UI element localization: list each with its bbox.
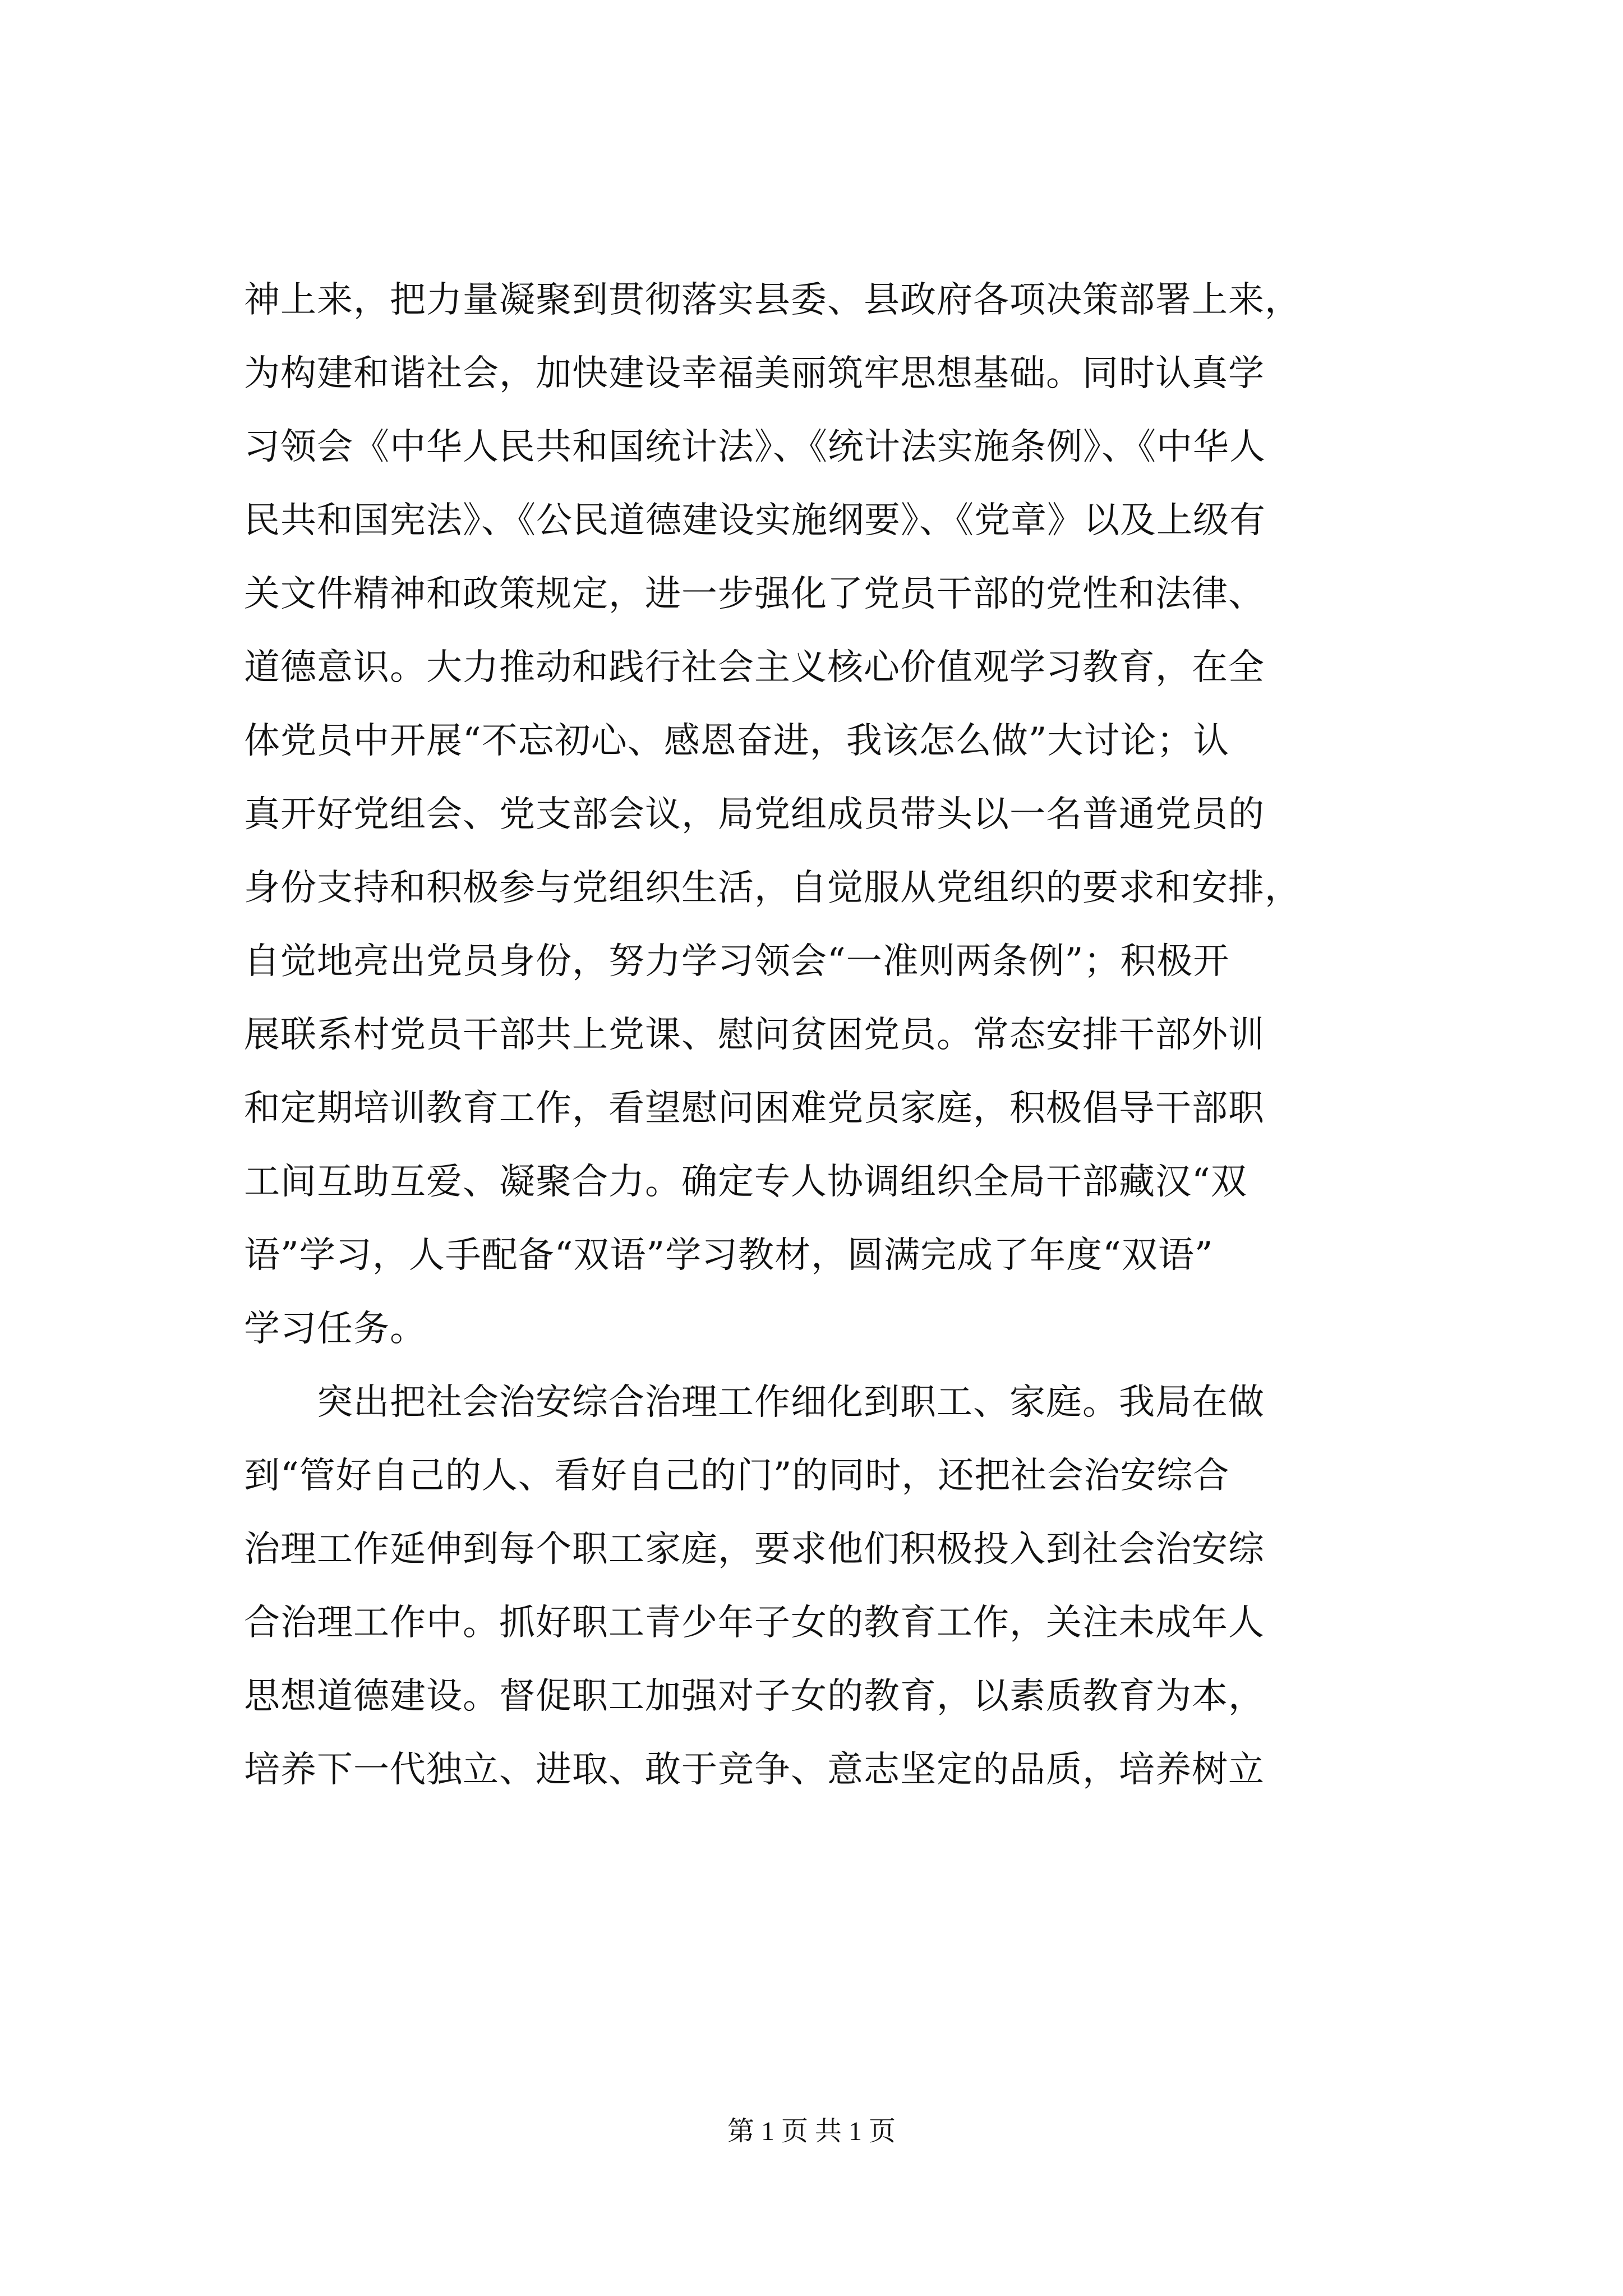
text-line: 真开好党组会、党支部会议，局党组成员带头以一名普通党员的 (244, 794, 1265, 835)
text-line: 神上来，把力量凝聚到贯彻落实县委、县政府各项决策部署上来， (244, 279, 1301, 321)
text-line: 自觉地亮出党员身份，努力学习领会“一准则两条例”；积极开 (244, 941, 1230, 982)
text-line: 和定期培训教育工作，看望慰问困难党员家庭，积极倡导干部职 (244, 1088, 1265, 1129)
text-line: 到“管好自己的人、看好自己的门”的同时，还把社会治安综合 (244, 1455, 1230, 1497)
text-line: 身份支持和积极参与党组织生活，自觉服从党组织的要求和安排， (244, 867, 1301, 909)
text-line: 语”学习，人手配备“双语”学习教材，圆满完成了年度“双语” (244, 1235, 1214, 1276)
document-body (244, 264, 1410, 1807)
text-line: 习领会《中华人民共和国统计法》、《统计法实施条例》、《中华人 (244, 426, 1266, 468)
text-line: 为构建和谐社会，加快建设幸福美丽筑牢思想基础。同时认真学 (244, 353, 1265, 394)
text-line: 思想道德建设。督促职工加强对子女的教育，以素质教育为本， (244, 1676, 1265, 1717)
text-line: 关文件精神和政策规定，进一步强化了党员干部的党性和法律、 (244, 573, 1265, 615)
text-line: 治理工作延伸到每个职工家庭，要求他们积极投入到社会治安综 (244, 1529, 1265, 1570)
text-line: 展联系村党员干部共上党课、慰问贫困党员。常态安排干部外训 (244, 1014, 1265, 1056)
text-line: 道德意识。大力推动和践行社会主义核心价值观学习教育，在全 (244, 647, 1265, 688)
text-line: 学习任务。 (244, 1308, 426, 1350)
text-line: 工间互助互爱、凝聚合力。确定专人协调组织全局干部藏汉“双 (244, 1161, 1247, 1203)
text-line: 体党员中开展“不忘初心、感恩奋进，我该怎么做”大讨论；认 (244, 720, 1230, 762)
text-line: 培养下一代独立、进取、敢于竞争、意志坚定的品质，培养树立 (244, 1749, 1265, 1791)
page-footer: 第 1 页 共 1 页 (727, 2116, 896, 2146)
paragraph-first-line: 突出把社会治安综合治理工作细化到职工、家庭。我局在做 (317, 1382, 1265, 1423)
text-line: 合治理工作中。抓好职工青少年子女的教育工作，关注未成年人 (244, 1602, 1265, 1644)
text-line: 民共和国宪法》、《公民道德建设实施纲要》、《党章》以及上级有 (244, 500, 1266, 541)
